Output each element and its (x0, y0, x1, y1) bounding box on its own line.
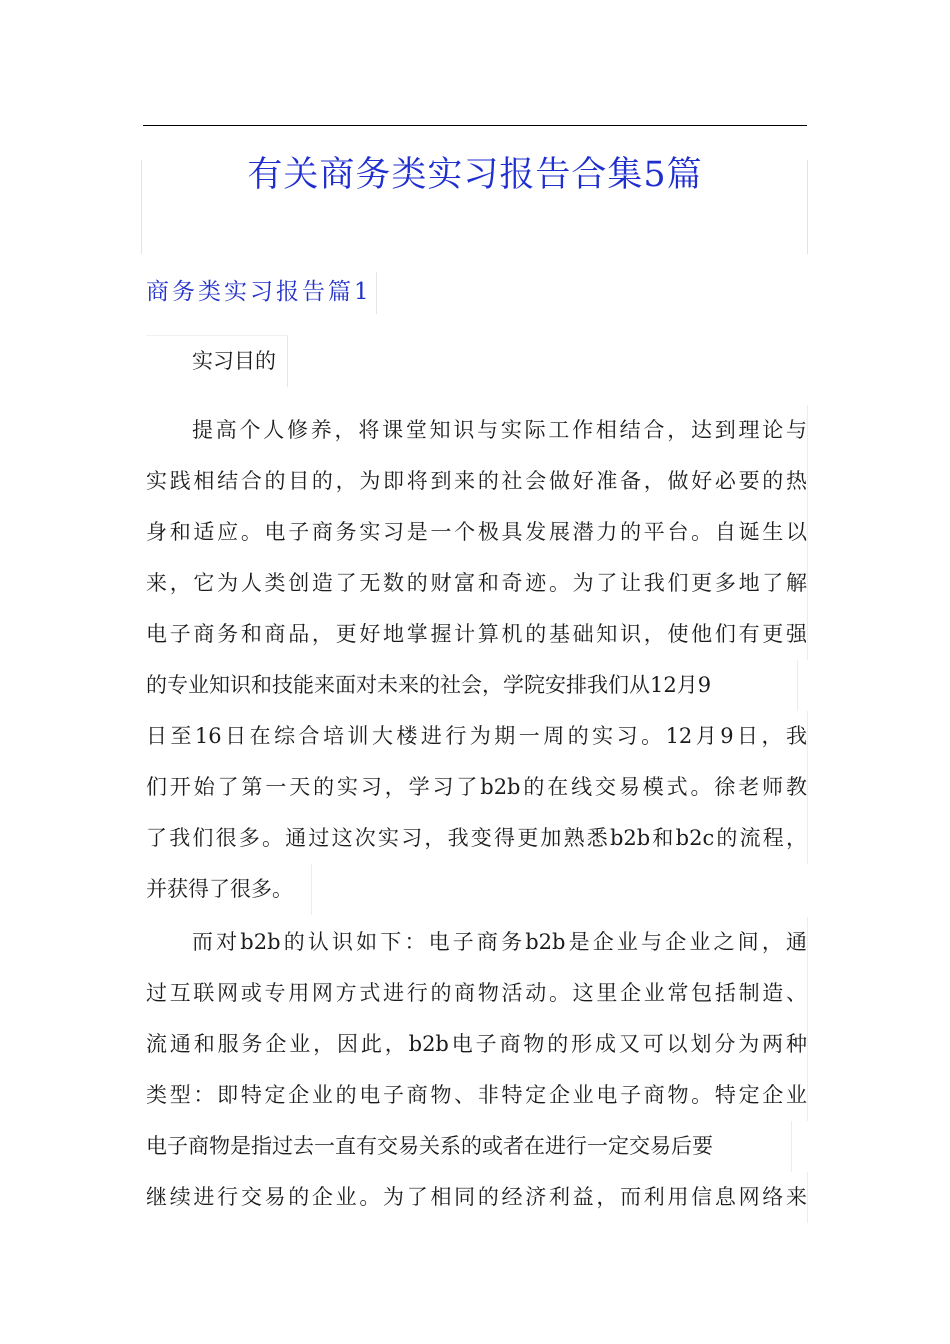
paragraph-1 (146, 405, 808, 915)
paragraph-line: 流通和服务企业，因此，b2b电子商物的形成又可以划分为两种 (146, 1019, 808, 1070)
paragraph-line: 继续进行交易的企业。为了相同的经济利益，而利用信息网络来 (146, 1172, 808, 1223)
paragraph-line: 实践相结合的目的，为即将到来的社会做好准备，做好必要的热 (146, 456, 808, 507)
paragraph-line: 电子商物是指过去一直有交易关系的或者在进行一定交易后要 (146, 1121, 792, 1172)
sub-heading: 实习目的 (146, 335, 288, 387)
paragraph-line: 了我们很多。通过这次实习，我变得更加熟悉b2b和b2c的流程， (146, 813, 808, 864)
paragraph-line: 类型：即特定企业的电子商物、非特定企业电子商物。特定企业 (146, 1070, 808, 1121)
top-rule (143, 125, 807, 126)
paragraph-line: 日至16日在综合培训大楼进行为期一周的实习。12月9日，我 (146, 711, 808, 762)
document-title: 有关商务类实习报告合集5篇 (247, 155, 703, 195)
paragraph-2 (146, 917, 808, 1223)
paragraph-line: 而对b2b的认识如下：电子商务b2b是企业与企业之间，通 (146, 917, 808, 968)
paragraph-line: 身和适应。电子商务实习是一个极具发展潜力的平台。自诞生以 (146, 507, 808, 558)
paragraph-line: 们开始了第一天的实习，学习了b2b的在线交易模式。徐老师教 (146, 762, 808, 813)
paragraph-line: 过互联网或专用网方式进行的商物活动。这里企业常包括制造、 (146, 968, 808, 1019)
paragraph-line: 的专业知识和技能来面对未来的社会，学院安排我们从12月9 (146, 660, 798, 711)
paragraph-line: 并获得了很多。 (146, 864, 312, 915)
paragraph-line: 电子商务和商品，更好地掌握计算机的基础知识，使他们有更强 (146, 609, 808, 660)
paragraph-line: 提高个人修养，将课堂知识与实际工作相结合，达到理论与 (146, 405, 808, 456)
section-heading: 商务类实习报告篇1 (146, 272, 377, 314)
paragraph-line: 来，它为人类创造了无数的财富和奇迹。为了让我们更多地了解 (146, 558, 808, 609)
